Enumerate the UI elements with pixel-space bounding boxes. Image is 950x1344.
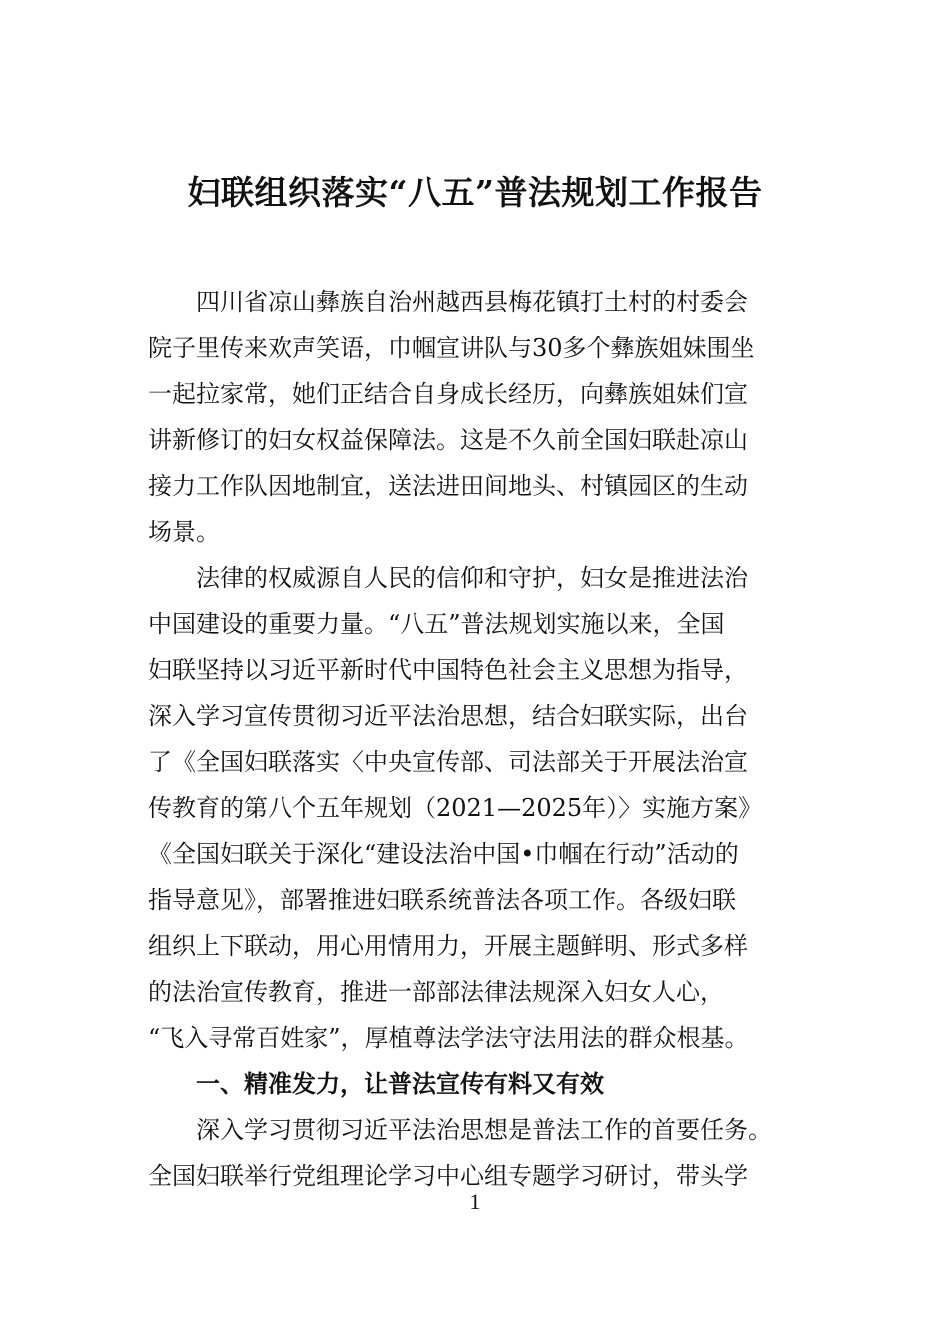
paragraph-line: 接力工作队因地制宜，送法进田间地头、村镇园区的生动 <box>148 472 748 500</box>
paragraph-line: 法律的权威源自人民的信仰和守护，妇女是推进法治 <box>196 564 748 592</box>
paragraph-2 <box>148 555 808 1061</box>
paragraph-1 <box>148 279 808 555</box>
paragraph-line: 全国妇联举行党组理论学习中心组专题学习研讨，带头学 <box>148 1162 748 1190</box>
paragraph-line: “飞入寻常百姓家”，厚植尊法学法守法用法的群众根基。 <box>148 1024 749 1052</box>
paragraph-line: 院子里传来欢声笑语，巾帼宣讲队与30多个彝族姐妹围坐 <box>148 334 755 362</box>
paragraph-line: 妇联坚持以习近平新时代中国特色社会主义思想为指导， <box>148 656 748 684</box>
paragraph-line: 了《全国妇联落实〈中央宣传部、司法部关于开展法治宣 <box>148 748 748 776</box>
paragraph-line: 深入学习贯彻习近平法治思想是普法工作的首要任务。 <box>196 1116 772 1144</box>
paragraph-line: 《全国妇联关于深化“建设法治中国•巾帼在行动”活动的 <box>148 840 739 868</box>
paragraph-line: 中国建设的重要力量。“八五”普法规划实施以来，全国 <box>148 610 725 638</box>
paragraph-line: 组织上下联动，用心用情用力，开展主题鲜明、形式多样 <box>148 932 748 960</box>
paragraph-line: 讲新修订的妇女权益保障法。这是不久前全国妇联赴凉山 <box>148 426 748 454</box>
document-body <box>148 279 808 1199</box>
paragraph-line: 场景。 <box>148 518 220 546</box>
paragraph-line: 传教育的第八个五年规划（2021—2025年）〉实施方案》 <box>148 794 763 822</box>
paragraph-line: 指导意见》，部署推进妇联系统普法各项工作。各级妇联 <box>148 886 736 914</box>
paragraph-line: 的法治宣传教育，推进一部部法律法规深入妇女人心， <box>148 978 724 1006</box>
paragraph-line: 四川省凉山彝族自治州越西县梅花镇打土村的村委会 <box>196 288 748 316</box>
page-number: 1 <box>469 1189 481 1214</box>
section-heading: 一、精准发力，让普法宣传有料又有效 <box>196 1070 604 1098</box>
document-title: 妇联组织落实“八五”普法规划工作报告 <box>187 173 763 212</box>
paragraph-line: 一起拉家常，她们正结合自身成长经历，向彝族姐妹们宣 <box>148 380 748 408</box>
paragraph-line: 深入学习宣传贯彻习近平法治思想，结合妇联实际，出台 <box>148 702 748 730</box>
